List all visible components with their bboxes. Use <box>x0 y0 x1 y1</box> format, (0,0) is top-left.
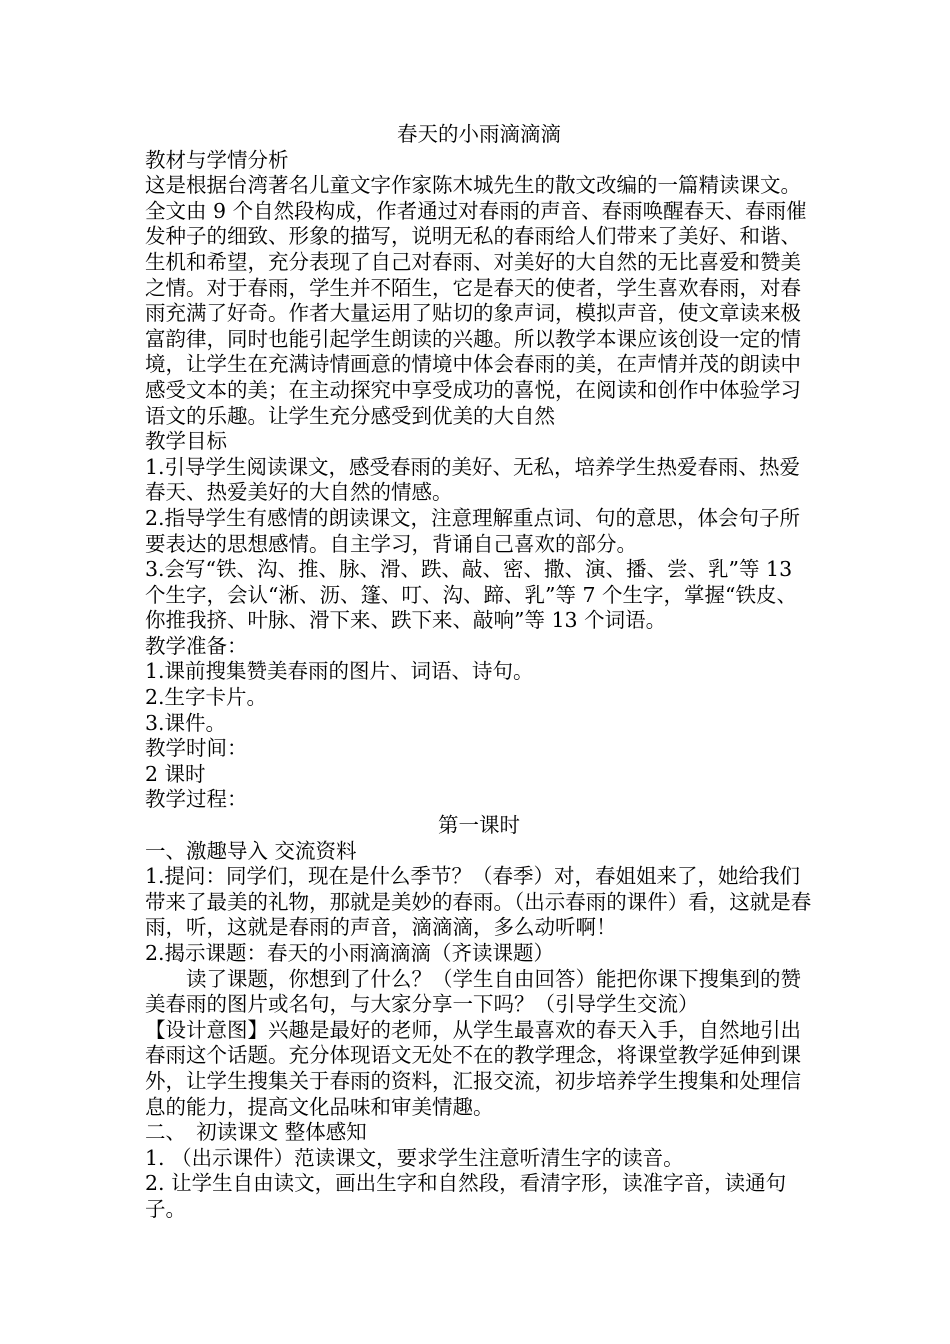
goals-heading: 教学目标 <box>145 429 227 454</box>
part1-item-2-paragraph: 读了课题，你想到了什么？（学生自由回答）能把你课下搜集到的赞美春雨的图片或名句，与大家分享一下吗？（引导学生交流） <box>145 966 801 1017</box>
part2-heading: 二、 初读课文 整体感知 <box>145 1120 367 1145</box>
part1-design-intent: 【设计意图】兴趣是最好的老师，从学生最喜欢的春天入手，自然地引出春雨这个话题。充分体现语文无处不在的教学理念，将课堂教学延伸到课外，让学生搜集关于春雨的资料，汇报交流，初步培养学生搜集和处理信息的能力，提高文化品味和审美情趣。 <box>145 1017 801 1119</box>
prep-heading: 教学准备： <box>145 633 248 658</box>
time-heading: 教学时间： <box>145 736 248 761</box>
goal-item-1: 1.引导学生阅读课文，感受春雨的美好、无私，培养学生热爱春雨、热爱春天、热爱美好的大自然的情感。 <box>145 454 801 505</box>
goal-item-3: 3.会写“铁、沟、推、脉、滑、跌、敲、密、撒、演、播、尝、乳”等 13 个生字，会认“淅、沥、篷、叮、沟、蹄、乳”等 7 个生字，掌握“铁皮、你推我挤、叶脉、滑下来、跌下来、敲响”等 13 个词语。 <box>145 557 798 633</box>
time-value: 2 课时 <box>145 761 206 786</box>
part1-item-1: 1.提问：同学们，现在是什么季节？（春季）对，春姐姐来了，她给我们带来了最美的礼物，那就是美妙的春雨。（出示春雨的课件）看，这就是春雨，听，这就是春雨的声音，滴滴滴，多么动听啊！ <box>145 864 812 940</box>
part2-item-1: 1. （出示课件）范读课文，要求学生注意听清生字的读音。 <box>145 1145 684 1170</box>
prep-item-1: 1.课前搜集赞美春雨的图片、词语、诗句。 <box>145 659 534 684</box>
part1-item-2: 2.揭示课题：春天的小雨滴滴滴（齐读课题） <box>145 941 555 965</box>
part1-heading: 一、激趣导入 交流资料 <box>145 838 357 863</box>
analysis-heading: 教材与学情分析 <box>145 147 289 172</box>
lesson-heading: 第一课时 <box>438 813 520 838</box>
document-title: 春天的小雨滴滴滴 <box>397 122 561 146</box>
process-heading: 教学过程： <box>145 787 248 812</box>
prep-item-3: 3.课件。 <box>145 710 227 735</box>
goal-item-2: 2.指导学生有感情的朗读课文，注意理解重点词、句的意思，体会句子所要表达的思想感情。自主学习，背诵自己喜欢的部分。 <box>145 505 801 556</box>
document-page <box>145 122 813 1223</box>
analysis-paragraph: 这是根据台湾著名儿童文字作家陈木城先生的散文改编的一篇精读课文。全文由 9 个自然段构成，作者通过对春雨的声音、春雨唤醒春天、春雨催发种子的细致、形象的描写，说明无私的春雨给人们带来了美好、和谐、生机和希望，充分表现了自己对春雨、对美好的大自然的无比喜爱和赞美之情。对于春雨，学生并不陌生，它是春天的使者，学生喜欢春雨，对春雨充满了好奇。作者大量运用了贴切的象声词，模拟声音，使文章读来极富韵律，同时也能引起学生朗读的兴趣。所以教学本课应该创设一定的情境，让学生在充满诗情画意的情境中体会春雨的美，在声情并茂的朗读中感受文本的美；在主动探究中享受成功的喜悦，在阅读和创作中体验学习语文的乐趣。让学生充分感受到优美的大自然 <box>145 173 807 428</box>
prep-item-2: 2.生字卡片。 <box>145 685 268 710</box>
part2-item-2: 2. 让学生自由读文，画出生字和自然段，看清字形，读准字音，读通句子。 <box>145 1171 787 1221</box>
